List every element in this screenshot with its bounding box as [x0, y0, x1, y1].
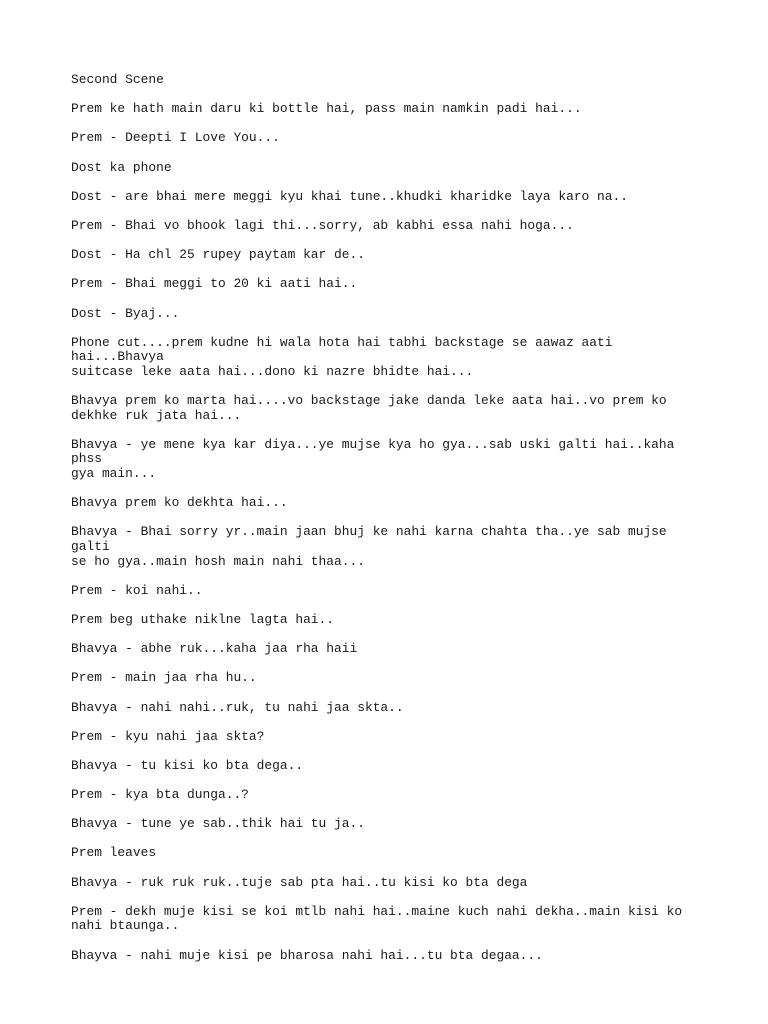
script-line: Prem - main jaa rha hu.. [71, 670, 257, 686]
script-line: Bhavya - tu kisi ko bta dega.. [71, 757, 304, 773]
script-line: Prem - kyu nahi jaa skta? [71, 728, 265, 744]
script-line: Prem - Bhai meggi to 20 ki aati hai.. [71, 276, 358, 292]
script-line: Prem ke hath main daru ki bottle hai, pass main namkin padi hai... [71, 101, 582, 117]
script-line: Bhavya - Bhai sorry yr..main jaan bhuj ke nahi karna chahta tha..ye sab mujse galti se ho gya..main hosh main nahi thaa... [71, 524, 667, 569]
script-line: Bhavya - abhe ruk...kaha jaa rha haii [71, 641, 358, 657]
script-line: Bhayva - nahi muje kisi pe bharosa nahi hai...tu bta degaa... [71, 947, 543, 963]
script-line: Bhavya - nahi nahi..ruk, tu nahi jaa skta.. [71, 699, 404, 715]
script-line: Bhavya prem ko marta hai....vo backstage jake danda leke aata hai..vo prem ko dekhke ruk jata hai... [71, 393, 667, 423]
script-line: Bhavya prem ko dekhta hai... [71, 495, 288, 511]
script-line: Phone cut....prem kudne hi wala hota hai tabhi backstage se aawaz aati hai...Bhavya suitcase leke aata hai...dono ki nazre bhidte hai... [71, 334, 613, 379]
script-text-block [71, 73, 711, 978]
script-line: Bhavya - ruk ruk ruk..tuje sab pta hai..tu kisi ko bta dega [71, 874, 528, 890]
script-line: Prem beg uthake niklne lagta hai.. [71, 611, 335, 627]
script-line: Prem - kya bta dunga..? [71, 787, 249, 803]
script-line: Prem - dekh muje kisi se koi mtlb nahi hai..maine kuch nahi dekha..main kisi ko nahi btaunga.. [71, 903, 683, 934]
script-line: Dost - Byaj... [71, 305, 180, 321]
script-line: Bhavya - tune ye sab..thik hai tu ja.. [71, 816, 365, 832]
script-line: Prem - koi nahi.. [71, 582, 203, 598]
script-line: Prem - Deepti I Love You... [71, 130, 280, 146]
scene-heading: Second Scene [71, 72, 164, 87]
script-line: Dost - are bhai mere meggi kyu khai tune..khudki kharidke laya karo na.. [71, 188, 628, 204]
script-line: Dost - Ha chl 25 rupey paytam kar de.. [71, 247, 365, 263]
script-line: Prem - Bhai vo bhook lagi thi...sorry, ab kabhi essa nahi hoga... [71, 217, 574, 233]
script-line: Prem leaves [71, 845, 157, 861]
script-line: Bhavya - ye mene kya kar diya...ye mujse kya ho gya...sab uski galti hai..kaha phss gya main... [71, 436, 675, 482]
script-line: Dost ka phone [71, 159, 172, 175]
